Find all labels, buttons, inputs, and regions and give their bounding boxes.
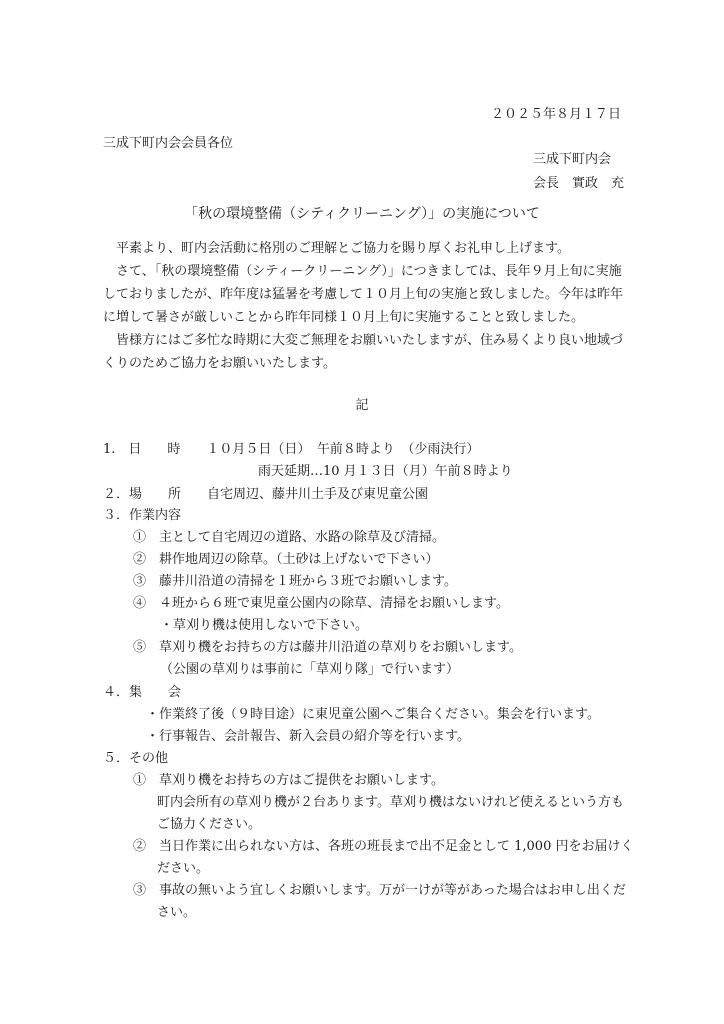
item-other-heading: ５．その他	[103, 751, 169, 766]
meeting-item-2: ・行事報告、会計報告、新入会員の紹介等を行います。	[146, 729, 470, 744]
other-item-1: ① 草刈り機をお持ちの方はご提供をお願いします。	[133, 773, 444, 788]
item-location: ２．場 所 自宅周辺、藤井川土手及び東児童公園	[103, 487, 429, 502]
work-item-4-note: ・草刈り機は使用しないで下さい。	[160, 618, 369, 633]
greeting-paragraph: 平素より、町内会活動に格別のご理解とご協力を賜り厚くお礼申し上げます。	[103, 241, 570, 256]
other-item-3: ③ 事故の無いよう宜しくお願いします。万が一けが等があった場合はお申し出くだ	[133, 883, 626, 898]
request-paragraph: 皆様方にはご多忙な時期に大変ご無理をお願いいたしますが、住み易くより良い地域づくりのためご協力をお願いいたします。	[103, 333, 624, 371]
document-title: 「秋の環境整備（シティクリーニング）」の実施について	[184, 206, 540, 222]
body-paragraph: さて、「秋の環境整備（シティークリーニング）」につきましては、長年９月上旬に実施しておりましたが、昨年度は猛暑を考慮して１０月上旬の実施と致しました。今年は昨年に増して暑さが厳しいことから昨年同様１０月上旬に実施することと致しました。	[103, 264, 624, 325]
other-item-1-line2: 町内会所有の草刈り機が２台あります。草刈り機はないけれど使えるという方も	[157, 795, 624, 810]
other-item-3-line2: さい。	[157, 905, 197, 920]
meeting-item-1: ・作業終了後（９時目途）に東児童公園へご集合ください。集会を行います。	[146, 707, 600, 722]
sender-organization: 三成下町内会	[533, 152, 612, 167]
recipient: 三成下町内会会員各位	[103, 136, 234, 151]
item-date-time: 1. 日 時 １０月５日（日） 午前８時より （少雨決行）	[103, 442, 480, 457]
item-work-heading: ３．作業内容	[103, 508, 182, 523]
work-item-5-note: （公園の草刈りは事前に「草刈り隊」で行います）	[160, 662, 460, 677]
item-meeting-heading: ４．集 会	[103, 685, 182, 700]
document-date: ２０２５年８月１７日	[490, 107, 621, 122]
work-item-2: ② 耕作地周辺の除草。（土砂は上げないで下さい）	[133, 552, 439, 567]
work-item-1: ① 主として自宅周辺の道路、水路の除草及び清掃。	[133, 530, 446, 545]
work-item-3: ③ 藤井川沿道の清掃を１班から３班でお願いします。	[133, 574, 457, 589]
work-item-5: ⑤ 草刈り機をお持ちの方は藤井川沿道の草刈りをお願いします。	[133, 640, 522, 655]
other-item-1-line3: ご協力ください。	[157, 817, 262, 832]
other-item-2: ② 当日作業に出られない方は、各班の班長まで出不足金として 1,000 円をお届けく	[133, 839, 634, 854]
other-item-2-line2: ださい。	[157, 861, 210, 876]
item-rain-date: 雨天延期…10 月１３日（月）午前８時より	[258, 464, 513, 479]
work-item-4: ④ ４班から６班で東児童公園内の除草、清掃をお願いします。	[133, 596, 509, 611]
ki-heading: 記	[355, 398, 369, 413]
sender-chair: 会長 實政 充	[533, 176, 625, 191]
